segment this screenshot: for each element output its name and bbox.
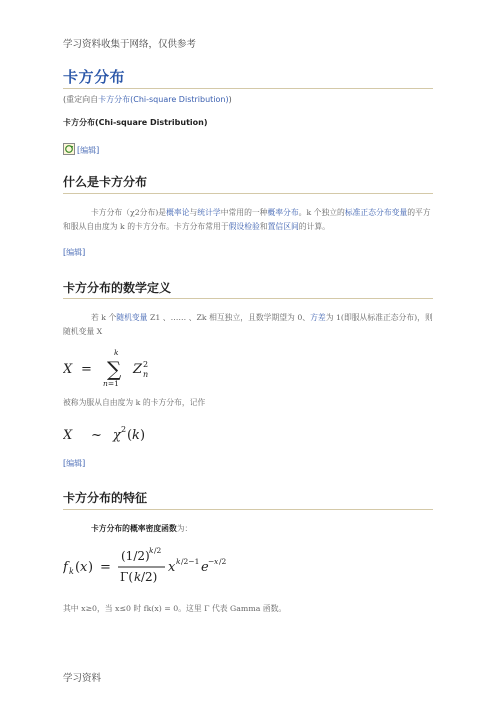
svg-text:∑: ∑: [107, 357, 122, 381]
edit-link-top[interactable]: [编辑]: [77, 146, 100, 155]
svg-text:χ: χ: [113, 428, 121, 443]
link-random-variable[interactable]: 随机变量: [116, 313, 148, 322]
svg-text:Z: Z: [133, 362, 143, 377]
svg-text:/2−1: /2−1: [181, 557, 200, 566]
svg-text:2: 2: [143, 360, 149, 369]
svg-text:k: k: [114, 348, 119, 357]
section-heading-features: 卡方分布的特征: [63, 491, 148, 505]
svg-text:2: 2: [121, 425, 127, 434]
section-heading-definition: 卡方分布的数学定义: [63, 281, 172, 295]
page-header: 学习资料收集于网络，仅供参考: [63, 39, 197, 50]
paragraph-pdf-intro: 卡方分布的概率密度函数为：: [91, 524, 193, 533]
svg-text:n=1: n=1: [103, 379, 119, 388]
svg-text:−: −: [208, 557, 215, 566]
svg-text:/2): /2): [141, 570, 158, 584]
svg-text:(: (: [127, 428, 133, 443]
svg-text:X: X: [63, 362, 73, 377]
link-variance[interactable]: 方差: [310, 313, 326, 322]
svg-text:e: e: [201, 560, 209, 575]
svg-text:(: (: [75, 560, 81, 575]
link-distribution[interactable]: 概率分布: [267, 208, 299, 217]
svg-text:k: k: [134, 570, 142, 584]
paragraph-pdf-note: 其中 x≥0，当 x≤0 时 fk(x) = 0。这里 Γ 代表 Gamma 函数。: [63, 604, 287, 613]
svg-text:k: k: [132, 428, 140, 443]
svg-text:Γ(: Γ(: [120, 570, 134, 584]
link-statistics[interactable]: 统计学: [197, 208, 221, 217]
section-divider: [63, 509, 433, 510]
redirect-note: (重定向自卡方分布(Chi-square Distribution)): [63, 95, 232, 104]
svg-text:=: =: [81, 362, 92, 377]
svg-text:x: x: [168, 560, 176, 575]
redirect-link[interactable]: 卡方分布(Chi-square Distribution): [98, 95, 229, 104]
title-divider: [63, 88, 433, 89]
svg-text:k: k: [176, 557, 181, 566]
svg-text:x: x: [80, 560, 88, 575]
paragraph-definition: 若 k 个随机变量 Z1 、…… 、Zk 相互独立，且数学期望为 0、方差为 1(即服从标准正态分布)，则随机变量 X: [63, 313, 433, 336]
svg-text:): ): [140, 428, 146, 443]
link-confidence-interval[interactable]: 置信区间: [267, 222, 299, 231]
svg-text:=: =: [100, 560, 111, 575]
section-divider: [63, 298, 433, 299]
svg-text:x: x: [214, 557, 219, 566]
link-probability[interactable]: 概率论: [166, 208, 190, 217]
svg-text:/2: /2: [154, 546, 162, 555]
section-divider: [63, 193, 433, 194]
formula-pdf: [63, 543, 253, 589]
svg-text:(1/2): (1/2): [121, 549, 150, 563]
section-heading-what-is: 什么是卡方分布: [63, 175, 148, 189]
formula-chi-square-notation: [63, 423, 163, 445]
svg-text:k: k: [149, 546, 154, 555]
edit-link-what-is[interactable]: [编辑]: [63, 248, 86, 257]
svg-text:X: X: [63, 428, 73, 443]
article-subtitle: 卡方分布(Chi-square Distribution): [63, 118, 208, 127]
svg-text:f: f: [63, 560, 68, 575]
article-title: 卡方分布: [63, 68, 126, 86]
svg-text:): ): [88, 560, 94, 575]
svg-text:~: ~: [91, 428, 102, 443]
svg-text:/2: /2: [219, 557, 227, 566]
paragraph-notation: 被称为服从自由度为 k 的卡方分布，记作: [63, 398, 206, 407]
link-normal-variable[interactable]: 标准正态分布变量: [344, 208, 408, 217]
svg-text:k: k: [69, 567, 74, 576]
paragraph-what-is: 卡方分布（χ2分布)是概率论与统计学中常用的一种概率分布。k 个独立的标准正态分布变量的平方和服从自由度为 k 的卡方分布。卡方分布常用于假设检验和置信区间的计算。: [63, 208, 431, 231]
edit-icon[interactable]: [63, 143, 75, 155]
link-hypothesis-test[interactable]: 假设检验: [228, 222, 260, 231]
svg-text:n: n: [143, 370, 149, 379]
edit-row-top: [63, 138, 99, 157]
edit-link-definition[interactable]: [编辑]: [63, 459, 86, 468]
page-footer: 学习资料: [63, 673, 102, 684]
formula-sum-of-squares: [63, 346, 183, 388]
